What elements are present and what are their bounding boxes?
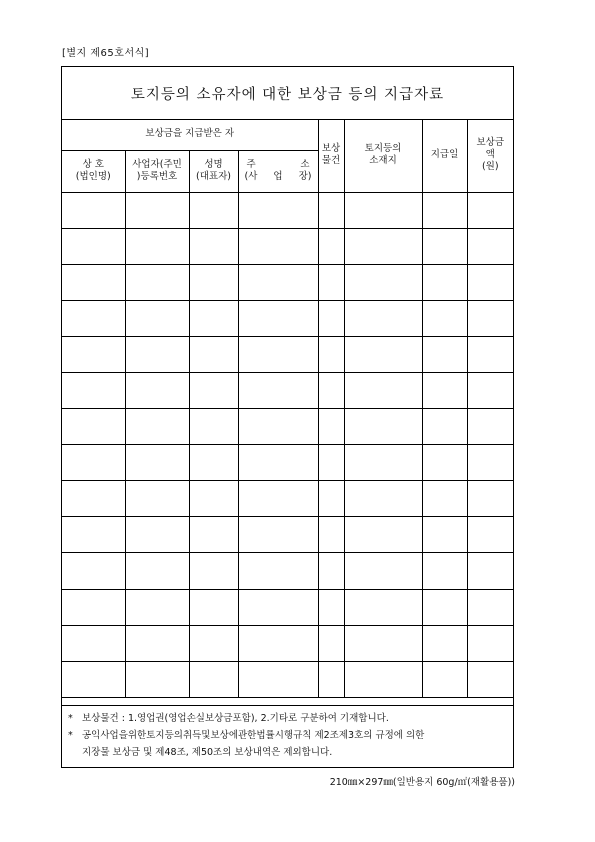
table-cell	[318, 336, 344, 372]
table-cell	[422, 264, 467, 300]
land-location-header: 토지등의 소재지	[344, 119, 422, 192]
table-cell	[467, 264, 513, 300]
table-cell	[189, 372, 238, 408]
note-exclusion	[68, 727, 513, 744]
table-cell	[189, 445, 238, 481]
table-row	[62, 336, 513, 372]
table-cell	[189, 481, 238, 517]
table-cell	[318, 517, 344, 553]
table-cell	[344, 300, 422, 336]
table-cell	[189, 336, 238, 372]
table-cell	[62, 481, 125, 517]
table-cell	[189, 625, 238, 661]
table-row	[62, 445, 513, 481]
table-cell	[344, 589, 422, 625]
table-cell	[238, 409, 318, 445]
name-header: 성명 (대표자)	[189, 150, 238, 192]
table-cell	[238, 661, 318, 697]
table-cell	[318, 372, 344, 408]
table-cell	[62, 192, 125, 228]
table-cell	[318, 481, 344, 517]
note-star: *	[68, 713, 73, 724]
table-cell	[344, 336, 422, 372]
table-cell	[238, 553, 318, 589]
table-cell	[189, 264, 238, 300]
table-row	[62, 661, 513, 697]
header-row-1	[62, 119, 513, 150]
table-cell	[189, 661, 238, 697]
table-row	[62, 372, 513, 408]
table-cell	[238, 192, 318, 228]
table-cell	[422, 481, 467, 517]
table-cell	[467, 445, 513, 481]
table-cell	[125, 517, 189, 553]
table-cell	[238, 481, 318, 517]
table-row	[62, 589, 513, 625]
table-cell	[344, 517, 422, 553]
table-cell	[467, 228, 513, 264]
table-cell	[318, 625, 344, 661]
table-row	[62, 264, 513, 300]
table-cell	[238, 264, 318, 300]
table-cell	[238, 445, 318, 481]
table-cell	[318, 264, 344, 300]
table-cell	[125, 300, 189, 336]
table-cell	[62, 336, 125, 372]
table-cell	[467, 589, 513, 625]
table-cell	[318, 409, 344, 445]
table-cell	[318, 661, 344, 697]
compensation-item-header: 보상 물건	[318, 119, 344, 192]
table-cell	[62, 372, 125, 408]
table-cell	[467, 481, 513, 517]
table-cell	[238, 228, 318, 264]
table-cell	[422, 228, 467, 264]
table-cell	[344, 409, 422, 445]
payment-date-header: 지급일	[422, 119, 467, 192]
table-row	[62, 481, 513, 517]
table-cell	[125, 192, 189, 228]
table-cell	[422, 517, 467, 553]
table-cell	[467, 625, 513, 661]
table-cell	[467, 192, 513, 228]
table-cell	[344, 625, 422, 661]
note-text: 공익사업을위한토지등의취득및보상에관한법률시행규칙 제2조제3호의 규정에 의한	[82, 730, 425, 741]
table-cell	[62, 625, 125, 661]
table-cell	[62, 517, 125, 553]
table-cell	[125, 445, 189, 481]
compensation-amount-header: 보상금 액 (원)	[467, 119, 513, 192]
table-cell	[62, 409, 125, 445]
table-cell	[189, 409, 238, 445]
table-row	[62, 228, 513, 264]
table-cell	[344, 445, 422, 481]
table-cell	[62, 300, 125, 336]
table-cell	[422, 409, 467, 445]
table-cell	[467, 661, 513, 697]
recipient-group-header: 보상금을 지급받은 자	[62, 119, 318, 150]
table-cell	[344, 192, 422, 228]
table-cell	[318, 228, 344, 264]
table-cell	[62, 589, 125, 625]
payment-data-table	[62, 119, 513, 698]
table-row	[62, 517, 513, 553]
table-cell	[125, 553, 189, 589]
table-cell	[467, 517, 513, 553]
form-frame	[61, 66, 514, 768]
note-star: *	[68, 730, 73, 741]
table-cell	[422, 445, 467, 481]
table-cell	[344, 264, 422, 300]
table-cell	[125, 264, 189, 300]
table-cell	[422, 625, 467, 661]
table-cell	[318, 589, 344, 625]
table-cell	[62, 264, 125, 300]
table-cell	[344, 228, 422, 264]
table-row	[62, 553, 513, 589]
table-cell	[467, 409, 513, 445]
table-cell	[238, 589, 318, 625]
table-cell	[318, 445, 344, 481]
table-cell	[62, 445, 125, 481]
table-cell	[62, 553, 125, 589]
table-cell	[422, 372, 467, 408]
table-cell	[422, 589, 467, 625]
note-compensation-item	[68, 710, 513, 727]
table-cell	[318, 553, 344, 589]
table-row	[62, 300, 513, 336]
table-row	[62, 192, 513, 228]
table-cell	[125, 589, 189, 625]
table-row	[62, 625, 513, 661]
table-cell	[467, 336, 513, 372]
table-cell	[422, 192, 467, 228]
table-cell	[238, 372, 318, 408]
table-cell	[189, 553, 238, 589]
table-row	[62, 409, 513, 445]
table-cell	[189, 300, 238, 336]
table-cell	[318, 192, 344, 228]
paper-spec: 210㎜×297㎜(일반용지 60g/㎡(재활용품))	[329, 777, 515, 788]
form-title: 토지등의 소유자에 대한 보상금 등의 지급자료	[62, 67, 513, 120]
note-exclusion-continued: 지장물 보상금 및 제48조, 제50조의 보상내역은 제외합니다.	[82, 747, 333, 758]
table-cell	[125, 228, 189, 264]
table-cell	[467, 372, 513, 408]
table-cell	[238, 336, 318, 372]
table-cell	[344, 372, 422, 408]
table-cell	[344, 481, 422, 517]
table-cell	[422, 553, 467, 589]
table-cell	[422, 661, 467, 697]
table-cell	[125, 661, 189, 697]
note-text: 보상물건 : 1.영업권(영업손실보상금포함), 2.기타로 구분하여 기재합니다.	[82, 713, 389, 724]
table-cell	[125, 409, 189, 445]
table-cell	[125, 625, 189, 661]
table-cell	[189, 228, 238, 264]
table-cell	[125, 336, 189, 372]
table-cell	[125, 481, 189, 517]
table-cell	[344, 553, 422, 589]
notes-section	[62, 705, 513, 767]
table-cell	[62, 228, 125, 264]
table-cell	[189, 192, 238, 228]
table-cell	[422, 336, 467, 372]
table-cell	[238, 517, 318, 553]
trade-name-header: 상 호 (법인명)	[62, 150, 125, 192]
table-cell	[62, 661, 125, 697]
table-cell	[238, 625, 318, 661]
table-cell	[467, 553, 513, 589]
table-cell	[422, 300, 467, 336]
address-header: 주 소 (사 업 장)	[238, 150, 318, 192]
table-cell	[467, 300, 513, 336]
table-cell	[318, 300, 344, 336]
form-number-label: [별지 제65호서식]	[62, 48, 150, 59]
business-number-header: 사업자(주민 )등록번호	[125, 150, 189, 192]
table-cell	[189, 517, 238, 553]
table-cell	[344, 661, 422, 697]
table-cell	[238, 300, 318, 336]
table-cell	[125, 372, 189, 408]
table-cell	[189, 589, 238, 625]
